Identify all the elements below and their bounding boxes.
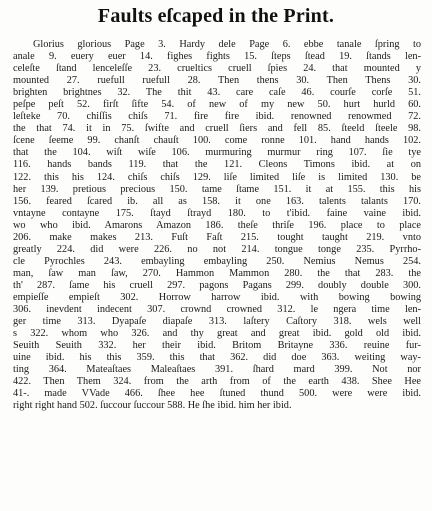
errata-line: leſteke 70. chiſſis chiſs 71. fire fire ibid. renowned renowmed 72. [13, 111, 421, 123]
errata-line: anale 9. euery euer 14. fighes fights 15. ſteps ſtead 19. ſtands len- [13, 51, 421, 63]
errata-line: cle Pyrochles 243. embayling embayling 250. Nemius Nemus 254. [13, 255, 421, 267]
errata-line: ger time 313. Dyapaſe diapaſe 313. laſtery Caſtory 318. wels well [13, 316, 421, 328]
errata-line: empieſſe empieſt 302. Horrow harrow ibid. with bowing bowing [13, 291, 421, 303]
errata-line: celeſte ſtand lenceleſſe 23. crueltics cruell ſpies 24. that mounted y [13, 63, 421, 75]
errata-line: ſcene ſeeme 99. chanſt chauſt 100. come ronne 101. hand hands 102. [13, 135, 421, 147]
errata-line: vntayne contayne 175. ſtayd ſtrayd 180. to t'ibid. faine vaine ibid. [13, 207, 421, 219]
errata-line: that the 104. wiſt wiſe 106. murmuring murmur ring 107. ſie tye [13, 147, 421, 159]
errata-line: 122. this his 124. chiſs chiſs 129. liſe limited liſe is limited 130. be [13, 171, 421, 183]
errata-line: 422. Then Them 324. from the arth from of the earth 438. Shee Hee [13, 376, 421, 388]
errata-line: right right hand 502. ſuccour ſuccour 588. He ſhe ibid. him her ibid. [13, 400, 292, 412]
errata-line: s 322. whom who 326. and thy great and great ibid. gold old ibid. [13, 328, 421, 340]
errata-line: 116. hands bands 119. that the 121. Cleons Timons ibid. at on [13, 159, 421, 171]
errata-line: peſpe peſt 52. firſt ſifte 54. of new of my new 50. hurt hurld 60. [13, 99, 421, 111]
errata-line: man, ſaw man ſaw, 270. Hammon Mammon 280. the that 283. the [13, 267, 421, 279]
errata-line: uine ibid. his this 359. this that 362. did doe 363. weiting way- [13, 352, 421, 364]
errata-body [13, 39, 421, 412]
errata-line: 156. feared ſcared ib. all as 158. it one 163. talents talants 170. [13, 195, 421, 207]
errata-line: th' 287. ſame his cruell 297. pagons Pagans 299. doubly double 300. [13, 279, 421, 291]
errata-line: brighten brightnes 32. The thit 43. care caſe 46. courſe corſe 51. [13, 87, 421, 99]
errata-line: greatly 224. did were 226. no not 214. tongue tonge 235. Pyrrho- [13, 243, 421, 255]
errata-line: 41-. made VVade 466. ſhee hee ſtuned thund 500. were were ibid. [13, 388, 421, 400]
errata-line: 306. inevdent indecent 307. crownd crowned 312. le ngera time len- [13, 304, 421, 316]
errata-line: mounted 27. ruefull ruefull 28. Then thens 30. Then Thens 30. [13, 75, 421, 87]
errata-line: her 139. pretious precious 150. tame ſtame 151. it at 155. this his [13, 183, 421, 195]
errata-line: ting 364. Mateaſtaes Maleaſtaes 391. ſhard mard 399. Not nor [13, 364, 421, 376]
errata-line: the that 74. it in 75. ſwifte and cruell ſiers and fell 85. ſteeld ſteele 98. [13, 123, 421, 135]
errata-line: 206. make makes 213. Fuſt Faſt 215. tought taught 219. vnto [13, 231, 421, 243]
errata-line: wo who ibid. Amarons Amazon 186. theſe thriſe 196. place to place [13, 219, 421, 231]
errata-line: Seuith Seuith 332. her their ibid. Britom Britayne 336. reuine fur- [13, 340, 421, 352]
errata-line: Glorius glorious Page 3. Hardy dele Page 6. ebbe tanale ſpring to [33, 39, 421, 50]
errata-title: Faults eſcaped in the Print. [97, 5, 335, 27]
